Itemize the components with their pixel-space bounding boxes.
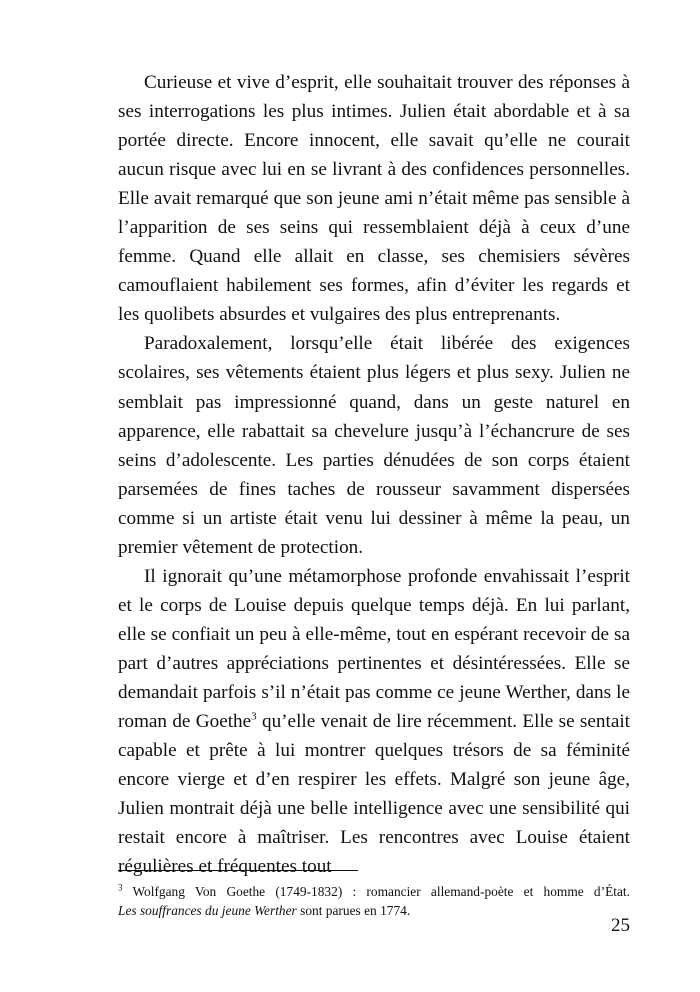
paragraph-3-text-before-note: Il ignorait qu’une métamorphose profonde envahissait l’esprit et le corps de Louise depuis quelque temps déjà. En lui parlant, elle se confiait un peu à elle-même, tout en espérant recevoir de sa part d’autres appréciations pertinentes et désintéressées. Elle se demandait parfois s’il n’était pas comme ce jeune Werther, dans le roman de Goethe <box>118 565 630 733</box>
footnote-line-2 <box>118 903 410 918</box>
footnote-text: Wolfgang Von Goethe (1749-1832) : romancier allemand-poète et homme d’État. <box>122 884 630 899</box>
paragraph-1: Curieuse et vive d’esprit, elle souhaitait trouver des réponses à ses interrogations les plus intimes. Julien était abordable et à sa portée directe. Encore innocent, elle savait qu’elle ne courait aucun risque avec lui en se livrant à des confidences personnelles. Elle avait remarqué que son jeune ami n’était même pas sensible à l’apparition de ses seins qui ressemblaient déjà à ceux d’une femme. Quand elle allait en classe, ses chemisiers sévères camouflaient habilement ses formes, afin d’éviter les regards et les quolibets absurdes et vulgaires des plus entreprenants. <box>118 72 630 326</box>
footnote-text-end: sont parues en 1774. <box>296 903 411 918</box>
footnote-book-title: Les souffrances du jeune Werther <box>118 903 297 918</box>
paragraph-3 <box>118 562 630 882</box>
footnote-line-1 <box>118 882 630 901</box>
body-text <box>118 68 630 881</box>
footnote-marker: 3 <box>118 882 123 893</box>
page-number: 25 <box>611 915 630 936</box>
footnote <box>118 882 630 920</box>
paragraph-3-text-after-note: qu’elle venait de lire récemment. Elle se sentait capable et prête à lui montrer quelques trésors de sa féminité encore vierge et d’en respirer les effets. Malgré son jeune âge, Julien montrait déjà une belle intelligence avec une sensibilité qui restait encore à maîtriser. Les rencontres avec Louise étaient régulières et fréquentes tout <box>118 711 630 878</box>
footnote-reference: 3 <box>251 710 257 723</box>
paragraph-2: Paradoxalement, lorsqu’elle était libérée des exigences scolaires, ses vêtements étaient plus légers et plus sexy. Julien ne semblait pas impressionné quand, dans un geste naturel en apparence, elle rabattait sa chevelure jusqu’à l’échancrure de ses seins d’adolescente. Les parties dénudées de son corps étaient parsemées de fines taches de rousseur savamment dispersées comme si un artiste était venu lui dessiner à même la peau, un premier vêtement de protection. <box>118 333 630 558</box>
footnote-separator <box>118 870 358 871</box>
